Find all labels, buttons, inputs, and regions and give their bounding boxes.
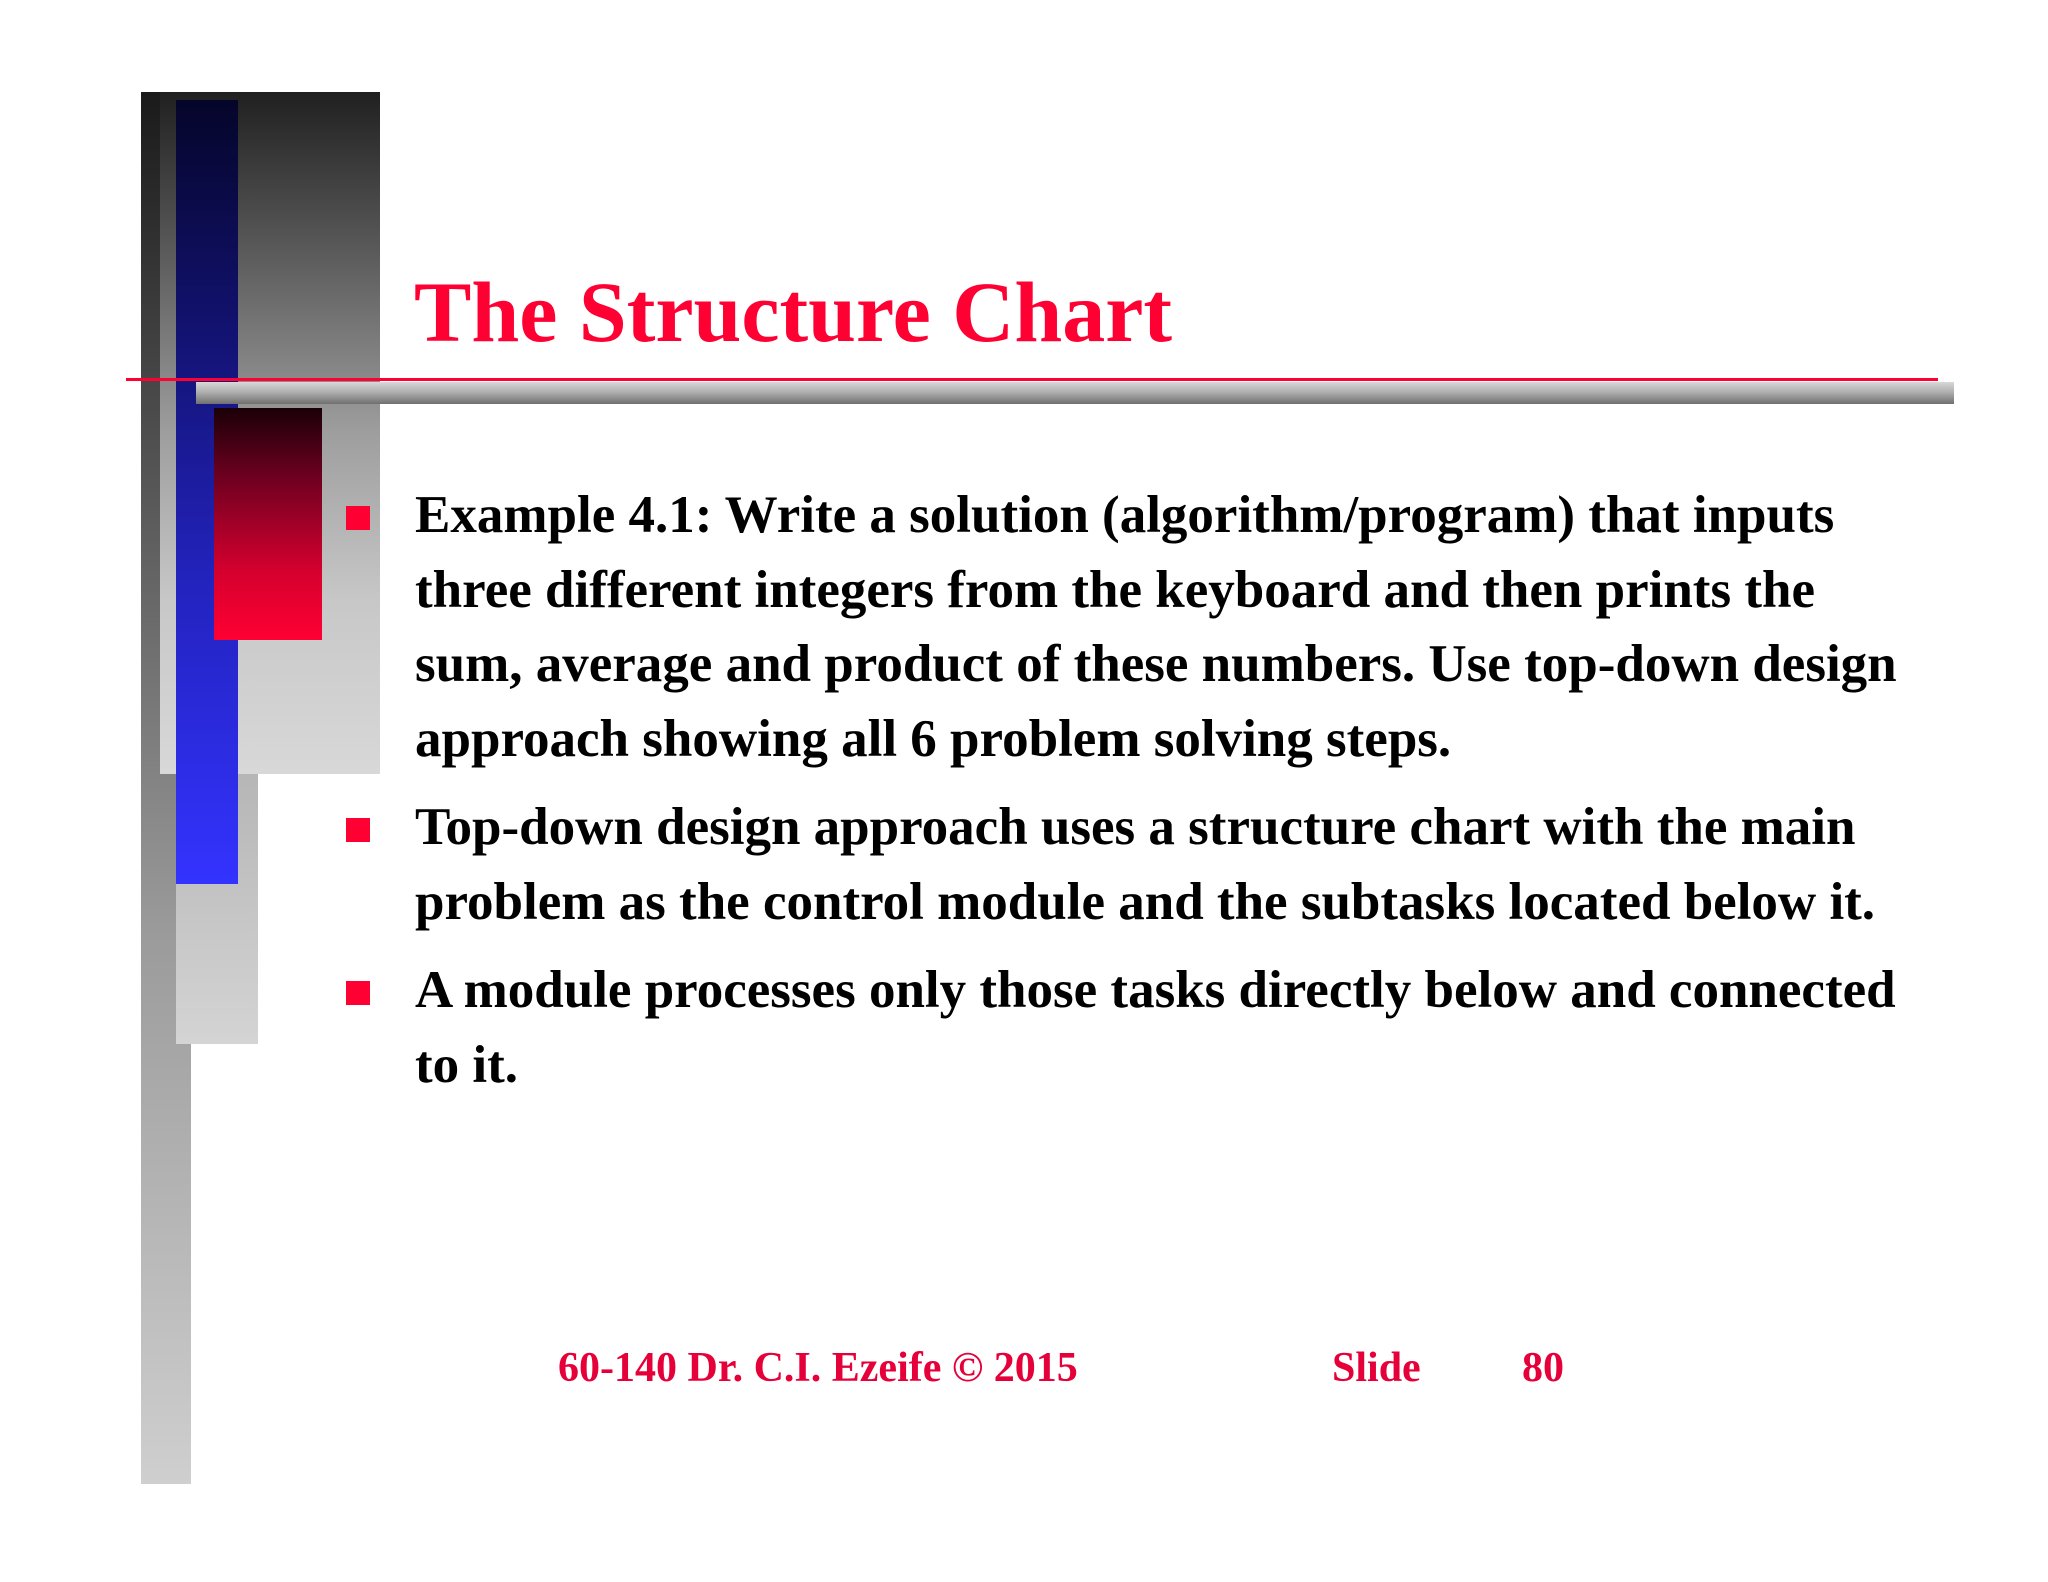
title-rule-red	[126, 378, 1938, 381]
footer-slide-number: 80	[1522, 1345, 1564, 1391]
bullet-list	[346, 478, 1906, 1116]
footer-credit: 60-140 Dr. C.I. Ezeife © 2015	[558, 1345, 1078, 1391]
bullet-item	[346, 953, 1906, 1102]
title-rule-gray	[196, 382, 1954, 404]
slide-title: The Structure Chart	[414, 264, 1173, 360]
bullet-item	[346, 478, 1906, 776]
square-bullet-icon	[346, 818, 370, 842]
square-bullet-icon	[346, 506, 370, 530]
bullet-text: Top-down design approach uses a structure chart with the main problem as the control module and the subtasks located below it.	[415, 798, 1876, 931]
square-bullet-icon	[346, 981, 370, 1005]
decor-red-bar	[214, 408, 322, 640]
bullet-item	[346, 790, 1906, 939]
footer-slide-label: Slide	[1332, 1345, 1421, 1391]
bullet-text: Example 4.1: Write a solution (algorithm/program) that inputs three different integers from the keyboard and then prints the sum, average and product of these numbers. Use top-down design approach showing all 6 problem solving steps.	[415, 486, 1897, 768]
bullet-text: A module processes only those tasks directly below and connected to it.	[415, 961, 1896, 1094]
